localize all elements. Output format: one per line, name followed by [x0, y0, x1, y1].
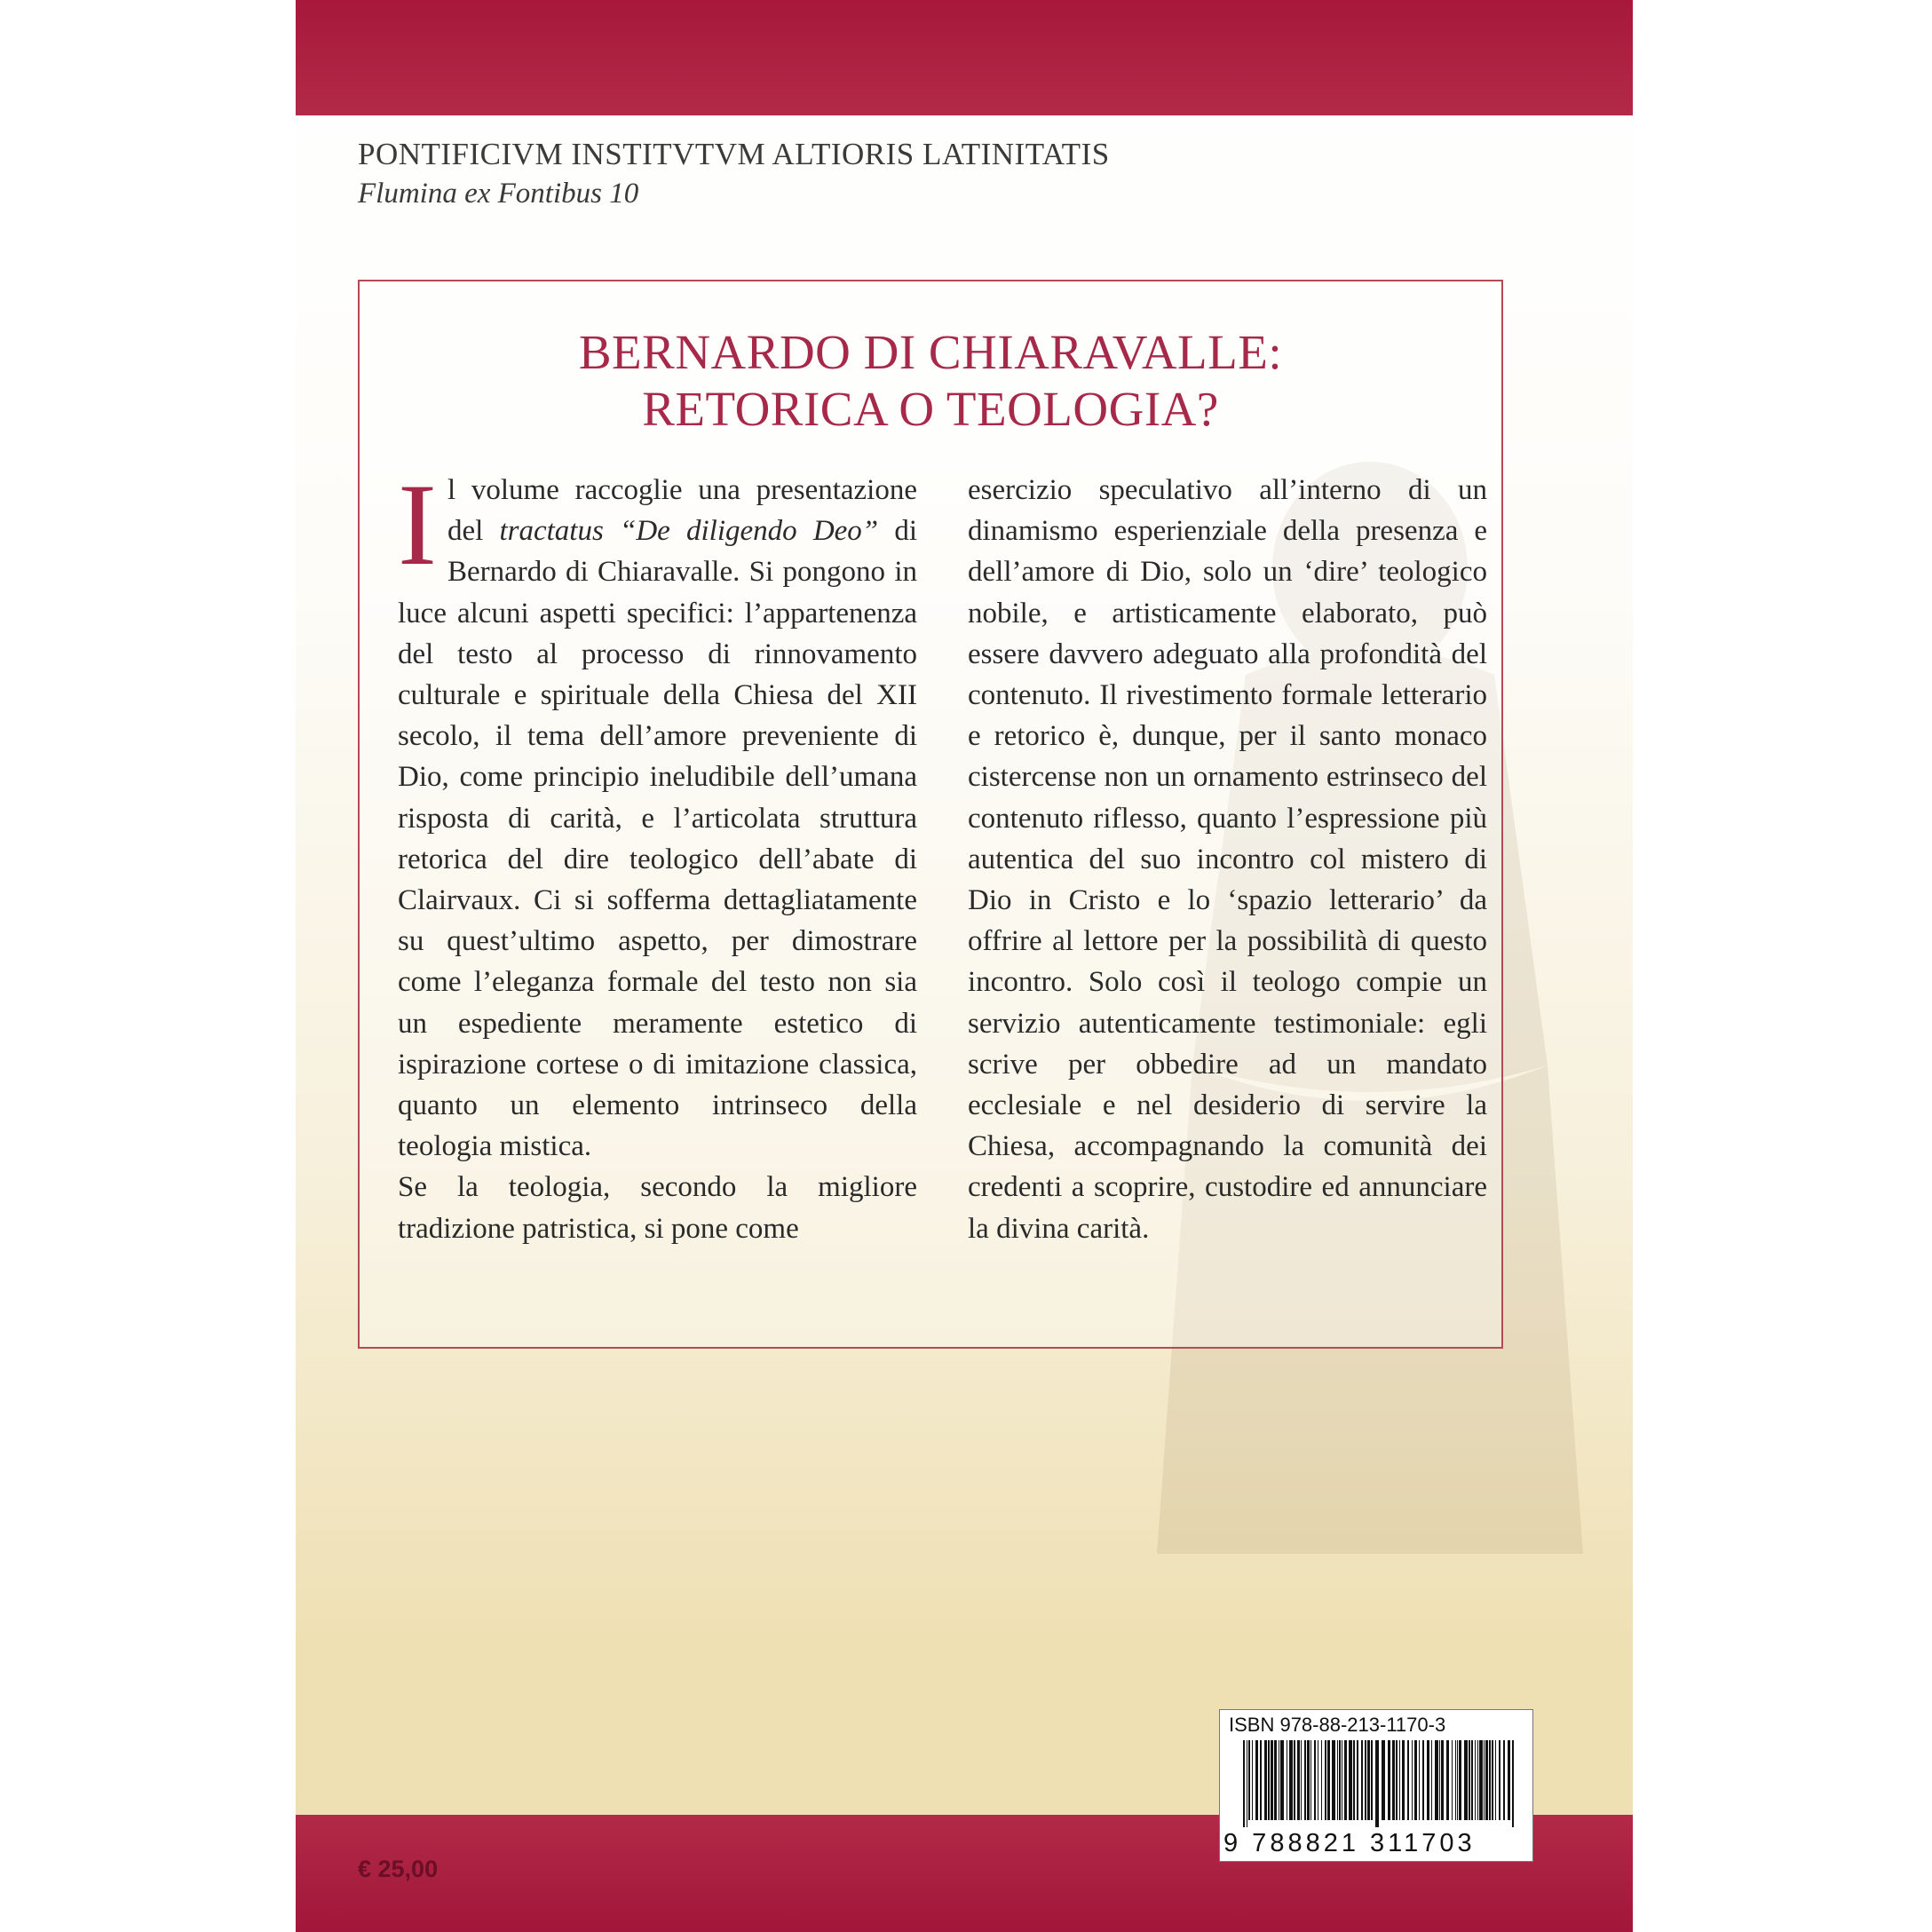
series-collection: Flumina ex Fontibus 10 [358, 178, 639, 210]
isbn-barcode-box [1219, 1709, 1533, 1862]
barcode-digits: 9 788821 311703 [1223, 1829, 1476, 1857]
book-title [360, 324, 1501, 438]
series-institute: PONTIFICIVM INSTITVTVM ALTIORIS LATINITATIS [358, 137, 1110, 171]
isbn-label: ISBN 978-88-213-1170-3 [1229, 1714, 1446, 1736]
blurb-paragraph-1 [398, 459, 917, 1167]
book-back-cover [296, 0, 1633, 1932]
blurb-paragraph-2-continued: esercizio speculativo all’interno di un dinamismo esperienziale della presenza e dell’amore di Dio, solo un ‘dire’ teologico nobile, e artisticamente elaborato, può essere davvero adeguato alla profondità del contenuto. Il rivestimento formale letterario e retorico è, dunque, per il santo monaco cistercense non un ornamento estrinseco del contenuto riflesso, quanto l’espressione più autentica del suo incontro col mistero di Dio in Cristo e lo ‘spazio letterario’ da offrire al lettore per la possibilità di questo incontro. Solo così il teologo compie un servizio autenticamente testimoniale: egli scrive per obbedire ad un mandato ecclesiale e nel desiderio di servire la Chiesa, accompagnando la comunità dei credenti a scoprire, custodire ed annunciare la divina carità. [968, 474, 1487, 1245]
book-title-line-1: BERNARDO DI CHIARAVALLE: [578, 325, 1283, 379]
blurb-paragraph-2-start: Se la teologia, secondo la migliore tradizione patristica, si pone come [398, 1171, 917, 1245]
blurb-text: l volume raccoglie una presentazione del [447, 474, 917, 548]
blurb-column-right [968, 470, 1487, 1249]
blurb-frame [358, 280, 1503, 1349]
series-header [358, 135, 1423, 213]
treatise-title: tractatus “De diligendo Deo” [499, 515, 879, 548]
top-color-band [296, 0, 1633, 115]
blurb-text: di Bernardo di Chiaravalle. Si pongono in luce alcuni aspetti specifici: l’appartenenza del testo al processo di rinnovamento culturale e spirituale della Chiesa del XII secolo, il tema dell’amore preveniente di Dio, come principio ineludibile dell’umana risposta di carità, e l’articolata struttura retorica del dire teologico dell’abate di Clairvaux. Ci si sofferma dettagliatamente su quest’ultimo aspetto, per dimostrare come l’eleganza formale del testo non sia un espediente meramente estetico di ispirazione cortese o di imitazione classica, quanto un elemento intrinseco della teologia mistica. [398, 515, 917, 1163]
blurb-column-left [398, 459, 917, 1249]
price-label: € 25,00 [358, 1856, 439, 1882]
book-title-line-2: RETORICA O TEOLOGIA? [642, 382, 1219, 436]
drop-cap: I [398, 459, 437, 590]
barcode-image [1225, 1740, 1529, 1827]
